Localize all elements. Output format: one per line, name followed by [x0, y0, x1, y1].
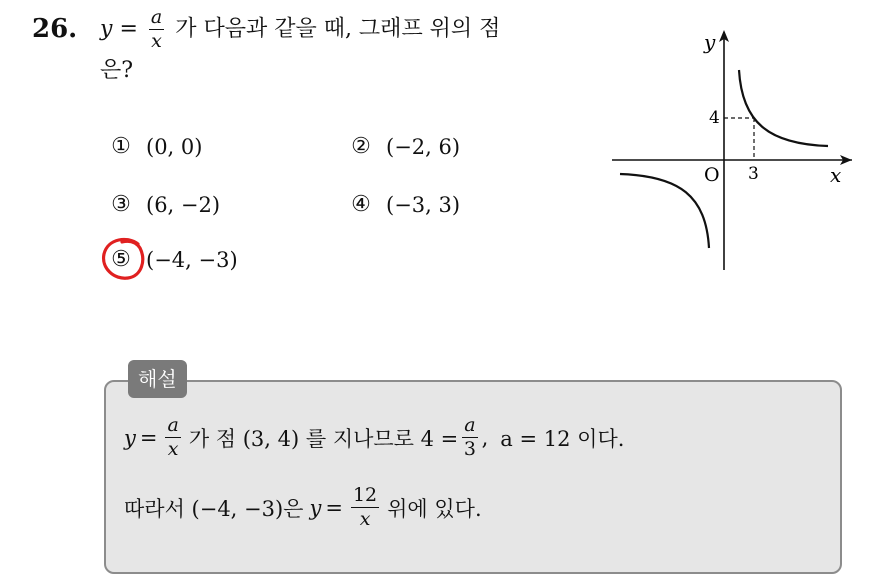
sol1-result: a = 12 이다.	[500, 426, 625, 451]
origin-label: O	[704, 164, 720, 186]
choice-5-number: ⑤	[111, 247, 131, 272]
sol1-fraction	[165, 416, 180, 459]
choice-4[interactable]	[348, 192, 460, 218]
curve-first-quadrant	[739, 70, 828, 146]
stem-fraction	[149, 8, 164, 51]
solution-line-2	[124, 486, 482, 529]
sol2-fraction-numerator: 12	[352, 484, 378, 506]
question-stem	[100, 8, 590, 91]
y-axis-label: y	[704, 30, 716, 54]
answer-circle-mark	[100, 234, 148, 284]
x-axis-label: x	[830, 163, 842, 187]
stem-text: 가 다음과 같을 때, 그래프 위의 점	[175, 16, 501, 42]
choice-4-value: (−3, 3)	[386, 193, 461, 217]
sol1-fraction2-denominator: 3	[463, 438, 476, 460]
sol2-fraction-denominator: x	[359, 508, 371, 530]
sol1-fraction2	[462, 416, 477, 459]
sol2-y: y	[309, 495, 322, 520]
curve-third-quadrant	[620, 174, 709, 248]
sol1-equals: =	[139, 425, 158, 450]
x-tick-label: 3	[748, 164, 759, 184]
stem-fraction-denominator: x	[151, 30, 162, 52]
solution-box	[104, 380, 842, 574]
sol1-fraction2-numerator: a	[464, 414, 476, 436]
choice-4-number: ④	[351, 192, 371, 217]
sol1-text: 가 점 (3, 4) 를 지나므로 4 =	[188, 426, 459, 451]
y-tick-label: 4	[709, 108, 720, 128]
choice-1-number: ①	[111, 134, 131, 159]
solution-label: 해설	[128, 360, 187, 398]
choice-3-value: (6, −2)	[146, 193, 221, 217]
sol2-text: 따라서 (−4, −3)은	[124, 496, 304, 521]
choice-2[interactable]	[348, 134, 460, 160]
choice-2-number: ②	[351, 134, 371, 159]
choice-3[interactable]	[108, 192, 220, 218]
sol2-equals: =	[325, 495, 343, 520]
stem-text-line2: 은?	[100, 58, 134, 83]
sol1-comma: ,	[481, 425, 489, 450]
sol1-y: y	[124, 425, 136, 450]
choice-2-value: (−2, 6)	[386, 135, 461, 159]
stem-fraction-numerator: a	[150, 6, 163, 28]
sol2-fraction	[351, 486, 379, 529]
sol1-fraction-denominator: x	[167, 438, 179, 460]
stem-y: y	[100, 16, 113, 42]
stem-equals: =	[119, 16, 138, 42]
hyperbola-graph	[608, 26, 868, 276]
sol2-text-end: 위에 있다.	[387, 496, 482, 521]
question-number: 26.	[32, 14, 78, 44]
sol1-fraction-numerator: a	[167, 414, 179, 436]
choice-1-value: (0, 0)	[146, 135, 203, 159]
choice-3-number: ③	[111, 192, 131, 217]
solution-line-1	[124, 416, 624, 459]
choice-5-value: (−4, −3)	[146, 248, 238, 272]
choice-1[interactable]	[108, 134, 202, 160]
